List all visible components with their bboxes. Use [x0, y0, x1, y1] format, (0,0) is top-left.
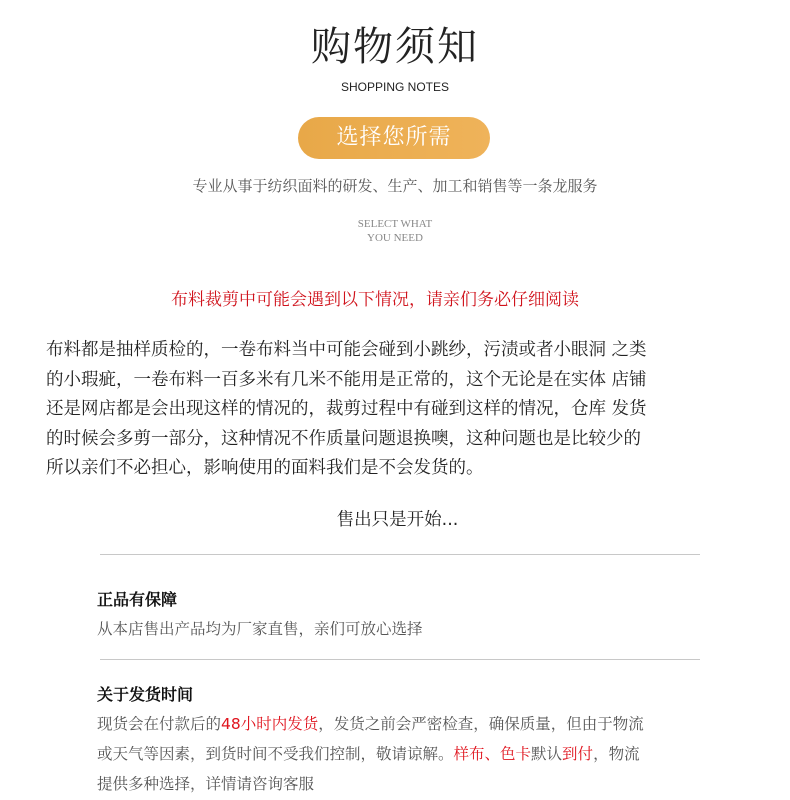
section-heading-genuine: 正品有保障: [97, 590, 178, 609]
notice-paragraph: [46, 336, 746, 484]
divider: [100, 554, 700, 555]
shipping-line-2: [97, 739, 707, 769]
page-title: 购物须知: [311, 24, 479, 70]
notice-line: 的小瑕疵，一卷布料一百多米有几米不能用是正常的，这个无论是在实体 店铺: [46, 369, 647, 390]
section-heading-shipping: 关于发货时间: [97, 685, 194, 704]
tagline: 专业从事于纺织面料的研发、生产、加工和销售等一条龙服务: [192, 177, 598, 195]
highlight-48h: 48小时内发货: [221, 715, 319, 733]
text-span: ，发货之前会严密检查，确保质量，但由于物流: [318, 715, 644, 733]
select-what-you-need: [0, 217, 790, 245]
highlight-samples: 样布、色卡: [453, 745, 532, 763]
text-span: 现货会在付款后的: [97, 715, 222, 733]
shipping-line-1: [97, 709, 707, 739]
notice-line: 所以亲们不必担心，影响使用的面料我们是不会发货的。: [46, 458, 484, 478]
notice-line: 布料都是抽样质检的，一卷布料当中可能会碰到小跳纱，污渍或者小眼洞 之类: [46, 340, 647, 360]
text-span: ，物流: [593, 745, 640, 763]
section-text-shipping: [97, 709, 707, 799]
notice-line: 的时候会多剪一部分，这种情况不作质量问题退换噢，这种问题也是比较少的: [46, 428, 641, 449]
select-line-1: SELECT WHAT: [357, 218, 433, 230]
text-span: 默认: [531, 745, 563, 763]
divider: [100, 659, 700, 660]
section-text-genuine: 从本店售出产品均为厂家直售，亲们可放心选择: [97, 620, 423, 638]
warning-text: 布料裁剪中可能会遇到以下情况，请亲们务必仔细阅读: [171, 290, 579, 310]
page-subtitle: SHOPPING NOTES: [340, 80, 450, 94]
shipping-line-3: 提供多种选择，详情请咨询客服: [97, 775, 315, 793]
select-needs-button: 选择您所需: [298, 117, 490, 159]
closing-text: 售出只是开始...: [336, 510, 459, 530]
select-line-2: YOU NEED: [367, 232, 423, 244]
notice-line: 还是网店都是会出现这样的情况的，裁剪过程中有碰到这样的情况，仓库 发货: [46, 399, 647, 419]
highlight-cod: 到付: [562, 745, 594, 763]
text-span: 或天气等因素，到货时间不受我们控制，敬请谅解。: [97, 745, 454, 763]
